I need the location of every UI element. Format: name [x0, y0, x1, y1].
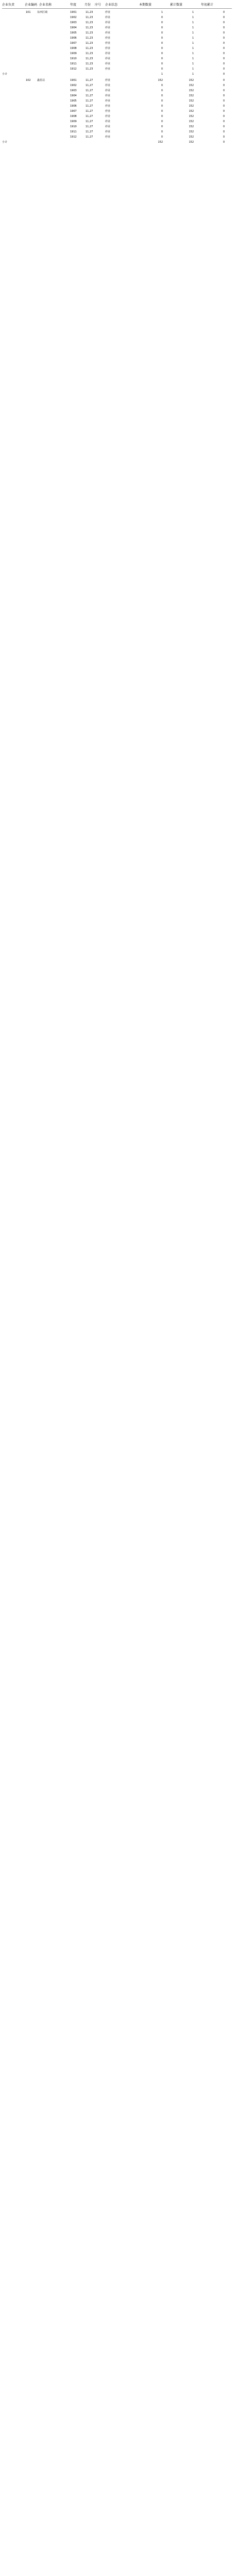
row-v3: 0	[223, 26, 225, 29]
row-status: 停业	[105, 135, 111, 139]
header-year: 年度	[70, 3, 77, 7]
row-month: 11,23	[86, 16, 93, 19]
row-status: 停业	[105, 125, 111, 128]
row-v2: 1	[192, 67, 194, 71]
row-period: 1906	[70, 105, 77, 108]
row-month: 11,23	[86, 52, 93, 55]
row-v1: 0	[161, 37, 163, 40]
row-v2: 1	[192, 42, 194, 45]
row-v3: 0	[223, 120, 225, 123]
row-v1: 0	[161, 135, 163, 139]
row-v3: 0	[223, 135, 225, 139]
row-period: 1912	[70, 67, 77, 71]
row-v2: 152	[189, 135, 194, 139]
header-index: 序号	[95, 3, 102, 7]
subtotal-v2: 1	[192, 73, 194, 76]
row-v1: 0	[161, 42, 163, 45]
row-month: 11,23	[86, 31, 93, 35]
row-v2: 1	[192, 11, 194, 14]
row-v3: 0	[223, 105, 225, 108]
row-status: 停业	[105, 21, 111, 24]
row-period: 1908	[70, 115, 77, 118]
header-v3: 年初累计	[201, 3, 214, 7]
row-v1: 0	[161, 16, 163, 19]
row-period: 1905	[70, 99, 77, 103]
header-status: 企业状态	[105, 3, 118, 7]
header-divider	[2, 8, 232, 9]
row-v3: 0	[223, 125, 225, 128]
row-v1: 0	[161, 52, 163, 55]
row-status: 停业	[105, 99, 111, 103]
row-status: 停业	[105, 115, 111, 118]
row-v2: 1	[192, 37, 194, 40]
row-period: 1904	[70, 94, 77, 97]
row-v2: 152	[189, 125, 194, 128]
row-v3: 0	[223, 130, 225, 133]
row-period: 1907	[70, 110, 77, 113]
row-status: 停业	[105, 110, 111, 113]
subtotal-v2: 152	[189, 141, 194, 144]
row-v2: 152	[189, 94, 194, 97]
row-v3: 0	[223, 79, 225, 82]
row-v3: 0	[223, 84, 225, 87]
subtotal-v1: 1	[161, 73, 163, 76]
row-v1: 0	[161, 26, 163, 29]
row-v2: 1	[192, 21, 194, 24]
row-status: 停业	[105, 94, 111, 97]
subtotal-v3: 0	[223, 141, 225, 144]
row-v1: 1	[161, 11, 163, 14]
row-status: 停业	[105, 16, 111, 19]
row-v1: 0	[161, 67, 163, 71]
row-v1: 0	[161, 89, 163, 92]
row-period: 1912	[70, 135, 77, 139]
row-v2: 152	[189, 105, 194, 108]
row-month: 11,23	[86, 67, 93, 71]
row-v2: 152	[189, 120, 194, 123]
row-month: 11,27	[86, 89, 93, 92]
row-v2: 1	[192, 16, 194, 19]
row-status: 停业	[105, 62, 111, 65]
row-v1: 0	[161, 94, 163, 97]
header-zone: 企业负责	[2, 3, 15, 7]
row-status: 停业	[105, 47, 111, 50]
row-v1: 0	[161, 120, 163, 123]
row-v1: 0	[161, 125, 163, 128]
row-enterprise-code: 101	[26, 11, 31, 14]
row-v3: 0	[223, 31, 225, 35]
row-period: 1909	[70, 52, 77, 55]
row-enterprise-name: 东西区域	[37, 11, 48, 14]
row-status: 停业	[105, 130, 111, 133]
row-v3: 0	[223, 21, 225, 24]
row-period: 1902	[70, 16, 77, 19]
row-status: 停业	[105, 57, 111, 60]
subtotal-v1: 152	[158, 141, 163, 144]
row-v2: 152	[189, 130, 194, 133]
row-month: 11,27	[86, 125, 93, 128]
subtotal-label: 小计	[2, 73, 8, 76]
row-period: 1901	[70, 79, 77, 82]
row-status: 停业	[105, 11, 111, 14]
row-v3: 0	[223, 115, 225, 118]
row-v2: 1	[192, 57, 194, 60]
subtotal-v3: 0	[223, 73, 225, 76]
row-v1: 0	[161, 84, 163, 87]
row-v1: 0	[161, 31, 163, 35]
row-period: 1901	[70, 11, 77, 14]
row-v3: 0	[223, 16, 225, 19]
row-v2: 1	[192, 52, 194, 55]
header-month: 月份	[85, 3, 91, 7]
row-period: 1911	[70, 62, 77, 65]
row-month: 11,27	[86, 105, 93, 108]
row-v3: 0	[223, 11, 225, 14]
row-v1: 152	[158, 79, 163, 82]
row-v3: 0	[223, 62, 225, 65]
row-v3: 0	[223, 47, 225, 50]
row-status: 停业	[105, 42, 111, 45]
row-status: 停业	[105, 67, 111, 71]
row-v2: 152	[189, 110, 194, 113]
row-v3: 0	[223, 52, 225, 55]
row-period: 1907	[70, 42, 77, 45]
row-status: 停业	[105, 52, 111, 55]
row-v2: 152	[189, 89, 194, 92]
row-enterprise-code: 102	[26, 79, 31, 82]
row-status: 停业	[105, 79, 111, 82]
row-month: 11,23	[86, 26, 93, 29]
row-month: 11,23	[86, 11, 93, 14]
row-v3: 0	[223, 110, 225, 113]
row-month: 11,27	[86, 94, 93, 97]
row-status: 停业	[105, 105, 111, 108]
row-period: 1906	[70, 37, 77, 40]
row-period: 1904	[70, 26, 77, 29]
row-period: 1902	[70, 84, 77, 87]
row-v2: 152	[189, 79, 194, 82]
row-period: 1908	[70, 47, 77, 50]
row-month: 11,23	[86, 57, 93, 60]
row-v3: 0	[223, 37, 225, 40]
row-status: 停业	[105, 89, 111, 92]
row-v2: 1	[192, 62, 194, 65]
row-v3: 0	[223, 42, 225, 45]
header-v2: 累计数量	[170, 3, 183, 7]
row-v1: 0	[161, 115, 163, 118]
row-status: 停业	[105, 31, 111, 35]
row-period: 1903	[70, 21, 77, 24]
row-month: 11,27	[86, 120, 93, 123]
row-v2: 152	[189, 115, 194, 118]
row-month: 11,27	[86, 115, 93, 118]
row-period: 1905	[70, 31, 77, 35]
row-v3: 0	[223, 57, 225, 60]
row-month: 11,27	[86, 79, 93, 82]
row-v1: 0	[161, 47, 163, 50]
row-period: 1911	[70, 130, 77, 133]
row-v2: 152	[189, 84, 194, 87]
row-v1: 0	[161, 57, 163, 60]
row-v1: 0	[161, 110, 163, 113]
row-v1: 0	[161, 21, 163, 24]
row-month: 11,23	[86, 42, 93, 45]
row-v1: 0	[161, 99, 163, 103]
row-status: 停业	[105, 120, 111, 123]
row-month: 11,27	[86, 110, 93, 113]
header-code: 企业编码	[25, 3, 38, 7]
row-month: 11,27	[86, 135, 93, 139]
row-v3: 0	[223, 89, 225, 92]
subtotal-label: 小计	[2, 141, 8, 144]
row-v1: 0	[161, 105, 163, 108]
row-month: 11,23	[86, 62, 93, 65]
row-period: 1910	[70, 57, 77, 60]
row-period: 1909	[70, 120, 77, 123]
row-v2: 1	[192, 31, 194, 35]
row-v2: 1	[192, 26, 194, 29]
row-period: 1903	[70, 89, 77, 92]
row-period: 1910	[70, 125, 77, 128]
row-month: 11,23	[86, 21, 93, 24]
header-v1: 本期数量	[139, 3, 152, 7]
row-status: 停业	[105, 84, 111, 87]
row-v3: 0	[223, 67, 225, 71]
row-month: 11,27	[86, 130, 93, 133]
row-enterprise-name: 鑫星站	[37, 79, 45, 82]
row-v2: 1	[192, 47, 194, 50]
row-v1: 0	[161, 130, 163, 133]
row-status: 停业	[105, 37, 111, 40]
header-name: 企业名称	[39, 3, 52, 7]
row-v3: 0	[223, 94, 225, 97]
row-v2: 152	[189, 99, 194, 103]
row-month: 11,27	[86, 84, 93, 87]
row-month: 11,23	[86, 37, 93, 40]
row-month: 11,23	[86, 47, 93, 50]
row-month: 11,27	[86, 99, 93, 103]
row-status: 停业	[105, 26, 111, 29]
row-v1: 0	[161, 62, 163, 65]
row-v3: 0	[223, 99, 225, 103]
